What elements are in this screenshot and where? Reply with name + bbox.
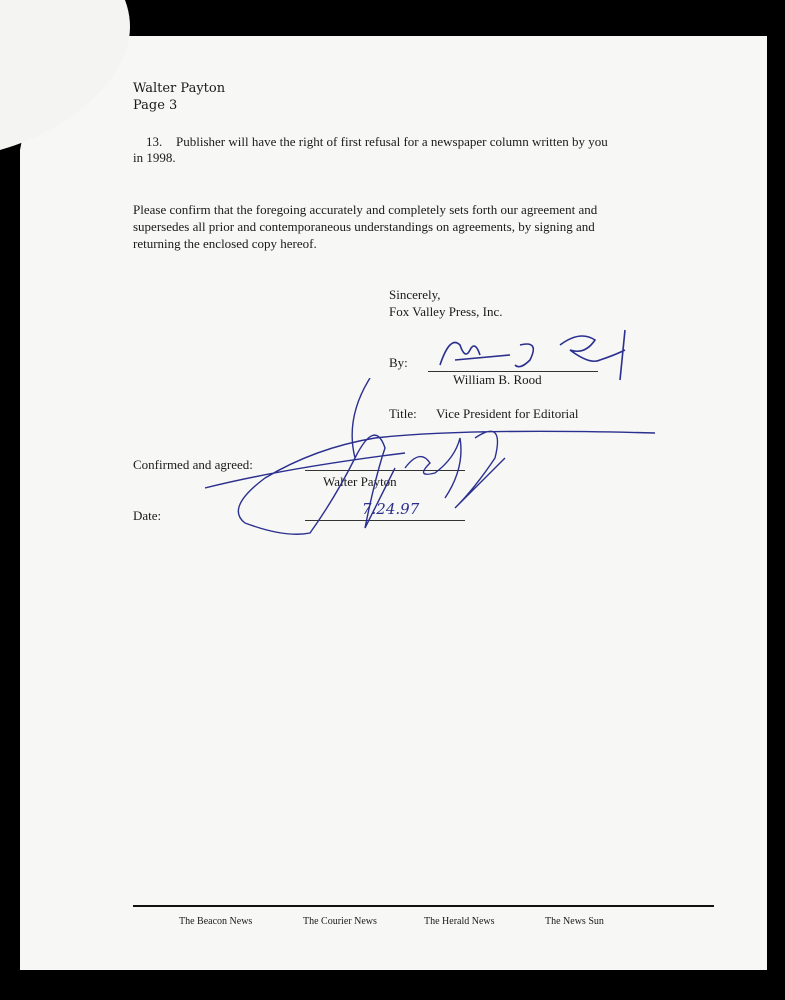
by-signer-name: William B. Rood — [453, 372, 542, 387]
handwritten-date: 7.24.97 — [362, 500, 420, 518]
payton-signature — [205, 378, 665, 538]
by-label: By: — [389, 355, 408, 370]
footer-paper-news-sun: The News Sun — [545, 916, 604, 927]
confirm-paragraph-line1: Please confirm that the foregoing accurately and completely sets forth our agreement and — [133, 202, 598, 217]
title-label: Title: — [389, 406, 417, 421]
confirmed-signer-name: Walter Payton — [323, 474, 397, 489]
confirm-paragraph-line2: supersedes all prior and contemporaneous understandings on agreements, by signing and — [133, 219, 595, 234]
closing-company: Fox Valley Press, Inc. — [389, 304, 503, 319]
date-label: Date: — [133, 508, 162, 523]
footer-paper-herald-news: The Herald News — [424, 916, 495, 927]
item-13-text-line2: in 1998. — [133, 150, 176, 165]
confirm-paragraph-line3: returning the enclosed copy hereof. — [133, 236, 317, 251]
footer-rule — [133, 905, 714, 907]
confirmed-label: Confirmed and agreed: — [133, 457, 253, 472]
header-page: Page 3 — [133, 98, 178, 113]
item-13-number: 13. — [146, 134, 163, 149]
header-name: Walter Payton — [133, 81, 226, 96]
title-value: Vice President for Editorial — [436, 406, 579, 421]
footer-paper-beacon-news: The Beacon News — [179, 916, 253, 927]
footer-paper-courier-news: The Courier News — [303, 916, 377, 927]
closing-salutation: Sincerely, — [389, 287, 441, 302]
item-13-text-line1: Publisher will have the right of first refusal for a newspaper column written by you — [176, 134, 608, 149]
